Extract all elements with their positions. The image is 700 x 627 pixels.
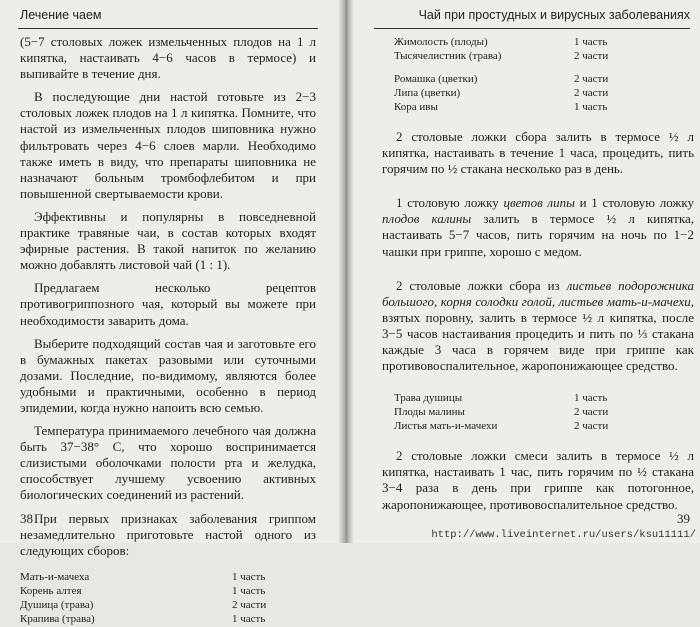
right-body-text	[382, 36, 694, 531]
herb-row	[20, 613, 300, 627]
herb-name: Крапива (трава)	[20, 612, 95, 625]
left-running-head: Лечение чаем	[20, 8, 102, 22]
left-head-rule	[18, 28, 318, 29]
right-page-number: 39	[677, 511, 690, 526]
herb-amount: 2 части	[232, 598, 267, 611]
herb-amount: 1 часть	[574, 36, 608, 48]
text-run: залить в термосе ½ л кипятка, настаивать 5−7 часов, пить горячим на ночь по 1−2 чашки при гриппе, хорошо с медом.	[382, 211, 695, 259]
herb-amount: 2 части	[574, 73, 609, 85]
herb-name: Мать-и-мачеха	[20, 570, 90, 583]
right-running-head: Чай при простудных и вирусных заболеваниях	[418, 8, 690, 22]
herb-name: Ромашка (цветки)	[394, 73, 478, 85]
herb-name: Тысячелистник (трава)	[394, 50, 502, 62]
recipe-paragraph: 2 столовые ложки сбора залить в термосе ½ л кипятка, настаивать в течение 1 часа, процедить, пить горячим по ½ стакана несколько раз в день.	[382, 129, 694, 177]
herb-amount: 2 части	[574, 420, 609, 433]
left-page-number: 38	[20, 511, 33, 526]
herb-row	[394, 50, 634, 64]
herb-row	[394, 420, 634, 434]
herb-name: Липа (цветки)	[394, 87, 461, 99]
paragraph: Температура принимаемого лечебного чая должна быть 37−38° С, что хорошо воспринимается слизистыми оболочками полости рта и желудка, способствует лучшему усвоению активных биологических соединений из растений.	[20, 423, 316, 503]
text-run: 2 столовые ложки сбора из	[396, 277, 567, 293]
herb-amount: 1 часть	[232, 584, 266, 597]
herb-table-left	[20, 571, 300, 627]
text-run: и 1 столовую ложку	[574, 195, 695, 211]
herb-row	[20, 585, 300, 599]
emphasis-text: листьев подорожника большого, корня солодки голой, листьев мать-и-мачехи,	[382, 277, 694, 309]
emphasis-text: цветов липы	[503, 195, 575, 211]
text-run: взятых поровну, залить в термосе ½ л кипятка, после 3−5 часов настаивания процедить и пить по ⅓ стакана каждые 3 часа в горячем виде при гриппе как противовоспалительное, жаропонижающее средство.	[382, 309, 694, 374]
herb-row	[394, 392, 634, 406]
paragraph: Предлагаем несколько рецептов противогриппозного чая, который вы можете при необходимости заварить дома.	[20, 280, 316, 328]
paragraph: Эффективны и популярны в повседневной практике травяные чаи, в состав которых входят эфирные растения. В такой напиток по желанию можно добавлять листовой чай (1 : 1).	[20, 208, 316, 273]
emphasis-text: плодов калины	[382, 211, 472, 227]
herb-name: Душица (трава)	[20, 598, 94, 611]
recipe-paragraph	[382, 195, 694, 259]
herb-table-right-1	[394, 36, 634, 115]
herb-row	[20, 571, 300, 585]
herb-amount: 2 части	[574, 406, 609, 419]
herb-row	[394, 87, 634, 101]
text-run: 1 столовую ложку	[396, 195, 504, 211]
herb-amount: 1 часть	[574, 392, 608, 405]
herb-name: Трава душицы	[394, 392, 463, 405]
herb-name: Кора ивы	[394, 101, 438, 113]
herb-row	[20, 599, 300, 613]
herb-name: Листья мать-и-мачехи	[394, 420, 498, 433]
herb-name: Плоды малины	[394, 406, 465, 419]
paragraph: При первых признаках заболевания гриппом незамедлительно приготовьте настой одного из следующих сборов:	[20, 510, 316, 558]
herb-name: Корень алтея	[20, 584, 82, 597]
herb-table-right-2	[394, 392, 634, 434]
recipe-paragraph	[382, 278, 694, 375]
paragraph: Выберите подходящий состав чая и заготовьте его в бумажных пакетах разовыми или суточными дозами. Последние, по-видимому, являются более удобными и практичными, особенно в период эпидемии, когда нужно напоить всю семью.	[20, 335, 316, 415]
herb-amount: 2 части	[574, 87, 609, 99]
herb-row	[394, 36, 634, 50]
right-head-rule	[374, 28, 690, 29]
paragraph: В последующие дни настой готовьте из 2−3 столовых ложек плодов на 1 л кипятка. Помните, что настой из измельченных плодов шиповника нужно фильтровать через 4−6 слоев марли. Необходимо также иметь в виду, что препараты шиповника не назначают больным тромбофлебитом и при повышенной свертываемости крови.	[20, 89, 316, 201]
herb-row	[394, 64, 634, 87]
herb-row	[394, 406, 634, 420]
paragraph: (5−7 столовых ложек измельченных плодов на 1 л кипятка, настаивать 4−6 часов в термосе) и выпивайте в течение дня.	[20, 34, 316, 82]
herb-amount: 1 часть	[574, 101, 608, 113]
herb-amount: 2 части	[574, 50, 609, 62]
right-page	[352, 0, 700, 543]
left-page	[0, 0, 340, 625]
herb-amount: 1 часть	[232, 612, 266, 625]
herb-row	[394, 101, 634, 115]
herb-amount: 1 часть	[232, 570, 266, 583]
recipe-paragraph: 2 столовые ложки смеси залить в термосе ½ л кипятка, настаивать 1 час, пить горячим по ½ стакана 3−4 раза в день при гриппе как потогонное, жаропонижающее, противовоспалительное средство.	[382, 448, 694, 512]
left-body-text	[20, 34, 316, 627]
watermark-url: http://www.liveinternet.ru/users/ksu11111/	[431, 529, 696, 541]
herb-name: Жимолость (плоды)	[394, 36, 488, 48]
